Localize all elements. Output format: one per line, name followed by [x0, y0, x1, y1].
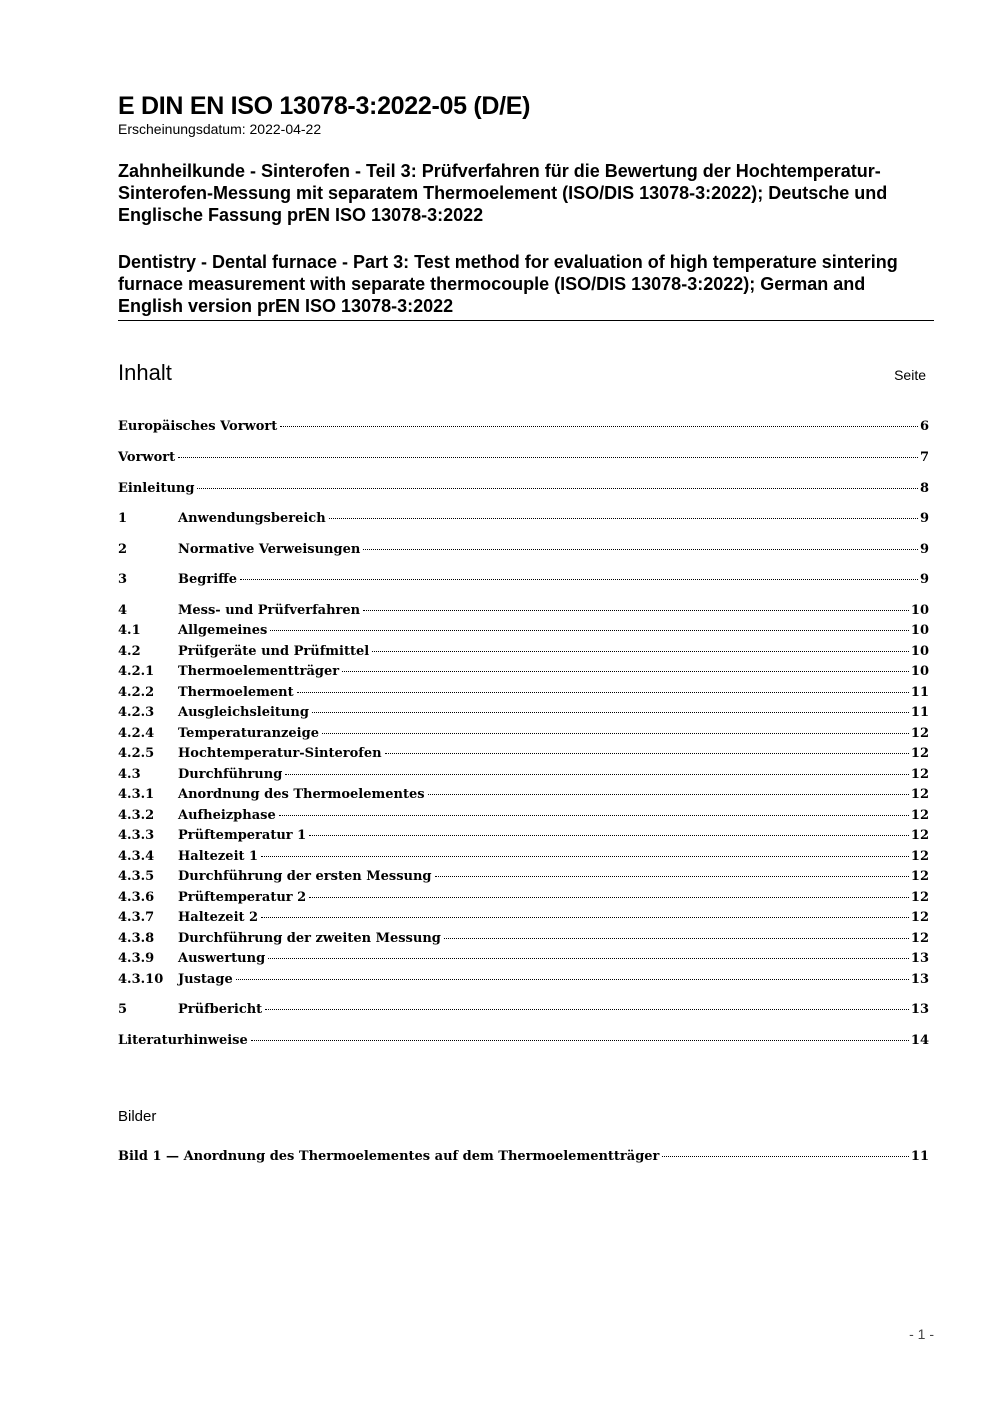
toc-entry-page: 12	[910, 746, 929, 761]
toc-entry-page: 12	[910, 931, 929, 946]
toc-entry-page: 12	[910, 767, 929, 782]
toc-entry-number: 4.3.2	[118, 808, 155, 823]
toc-entry-number: 4.2.4	[118, 726, 155, 741]
figures-heading: Bilder	[118, 1108, 157, 1125]
toc-entry-label: Prüfbericht	[178, 1002, 263, 1017]
toc-entry-label: Anwendungsbereich	[178, 511, 326, 526]
toc-entry-label: Europäisches Vorwort	[118, 419, 278, 434]
toc-entry-number: 4.3.1	[118, 787, 155, 802]
toc-heading: Inhalt	[118, 360, 172, 385]
toc-entry-page: 9	[919, 572, 929, 587]
toc-entry-number: 4.3.7	[118, 910, 155, 925]
toc-entry-page: 12	[910, 890, 929, 905]
toc-entry-page: 14	[910, 1033, 929, 1048]
toc-entry-label: Prüfgeräte und Prüfmittel	[178, 644, 370, 659]
toc-entry-label: Literaturhinweise	[118, 1033, 248, 1048]
toc-entry-label: Vorwort	[118, 450, 176, 465]
toc-entry-label: Prüftemperatur 2	[178, 890, 307, 905]
toc-entry-label: Prüftemperatur 1	[178, 828, 307, 843]
toc-entry-page: 13	[910, 972, 929, 987]
toc-entry-page: 12	[910, 808, 929, 823]
toc-entry-page: 12	[910, 828, 929, 843]
toc-entry-label: Durchführung der zweiten Messung	[178, 931, 441, 946]
toc-entry-page: 12	[910, 849, 929, 864]
toc-entry-page: 7	[919, 450, 929, 465]
toc-entry-number: 4.3.9	[118, 951, 155, 966]
document-id: E DIN EN ISO 13078-3:2022-05 (D/E)	[118, 92, 531, 120]
toc-entry-label: Allgemeines	[178, 623, 268, 638]
toc-entry-number: 4.2.2	[118, 685, 155, 700]
toc-entry-page: 13	[910, 951, 929, 966]
toc-entry-page: 12	[910, 869, 929, 884]
toc-entry-number: 4.3	[118, 767, 141, 782]
toc-entry-number: 4	[118, 603, 128, 618]
toc-entry-label: Durchführung	[178, 767, 283, 782]
page-number: - 1 -	[909, 1326, 934, 1342]
figure-entry[interactable]	[118, 1149, 929, 1165]
toc-entry-label: Haltezeit 1	[178, 849, 259, 864]
toc-entry-label: Auswertung	[178, 951, 266, 966]
toc-entry-number: 2	[118, 542, 128, 557]
toc-entry-number: 4.3.3	[118, 828, 155, 843]
toc-entry-number: 4.3.10	[118, 972, 164, 987]
toc-entry-number: 3	[118, 572, 128, 587]
toc-entry-label: Aufheizphase	[178, 808, 276, 823]
toc-entry-label: Anordnung des Thermoelementes	[178, 787, 425, 802]
toc-entry-label: Mess- und Prüfverfahren	[178, 603, 361, 618]
toc-entry-page: 10	[910, 644, 929, 659]
toc-entry-number: 1	[118, 511, 128, 526]
toc-entry-number: 4.3.6	[118, 890, 155, 905]
toc-page-column-label: Seite	[894, 367, 926, 383]
toc-entry-page: 13	[910, 1002, 929, 1017]
toc-entry-number: 4.2.3	[118, 705, 155, 720]
title-english: Dentistry - Dental furnace - Part 3: Test method for evaluation of high temperature sintering furnace measurement with separate thermocouple (ISO/DIS 13078-3:2022); German and English version prEN ISO 13078-3:2022	[118, 252, 898, 316]
toc-entry-number: 4.1	[118, 623, 141, 638]
dot-leader	[662, 1156, 908, 1157]
toc-entry-page: 9	[919, 511, 929, 526]
figure-entry-page: 11	[910, 1149, 929, 1164]
toc-entry-page: 11	[910, 685, 929, 700]
toc-entry-page: 10	[910, 664, 929, 679]
toc-entry-number: 4.3.4	[118, 849, 155, 864]
toc-entry-label: Hochtemperatur-Sinterofen	[178, 746, 382, 761]
toc-entry-page: 11	[910, 705, 929, 720]
toc-entry-label: Justage	[178, 972, 233, 987]
toc-entry-number: 4.2.5	[118, 746, 155, 761]
toc-entry-page: 10	[910, 623, 929, 638]
toc-entry-page: 8	[919, 481, 929, 496]
toc-entry-label: Normative Verweisungen	[178, 542, 361, 557]
toc-entry-page: 9	[919, 542, 929, 557]
toc-entry-number: 5	[118, 1002, 128, 1017]
toc-entry-number: 4.2.1	[118, 664, 155, 679]
toc-entry-number: 4.2	[118, 644, 141, 659]
toc-entry-label: Temperaturanzeige	[178, 726, 319, 741]
toc-entry-page: 6	[919, 419, 929, 434]
figures-list	[118, 0, 929, 1403]
toc-entry-page: 12	[910, 787, 929, 802]
figure-entry-label: Bild 1 — Anordnung des Thermoelementes auf dem Thermoelementträger	[118, 1149, 660, 1164]
toc-entry-page: 12	[910, 726, 929, 741]
toc-entry-page: 10	[910, 603, 929, 618]
toc-entry-page: 12	[910, 910, 929, 925]
toc-entry-label: Haltezeit 2	[178, 910, 259, 925]
toc-entry-number: 4.3.5	[118, 869, 155, 884]
toc-entry-label: Begriffe	[178, 572, 238, 587]
toc-entry-label: Einleitung	[118, 481, 195, 496]
toc-entry-label: Ausgleichsleitung	[178, 705, 309, 720]
publication-date: Erscheinungsdatum: 2022-04-22	[118, 121, 322, 137]
toc-entry-label: Durchführung der ersten Messung	[178, 869, 432, 884]
title-german: Zahnheilkunde - Sinterofen - Teil 3: Prüfverfahren für die Bewertung der Hochtemperatur-Sinterofen-Messung mit separatem Thermoelement (ISO/DIS 13078-3:2022); Deutsche und Englische Fassung prEN ISO 13078-3:2022	[118, 161, 888, 225]
toc-entry-number: 4.3.8	[118, 931, 155, 946]
toc-entry-label: Thermoelementträger	[178, 664, 340, 679]
toc-entry-label: Thermoelement	[178, 685, 294, 700]
